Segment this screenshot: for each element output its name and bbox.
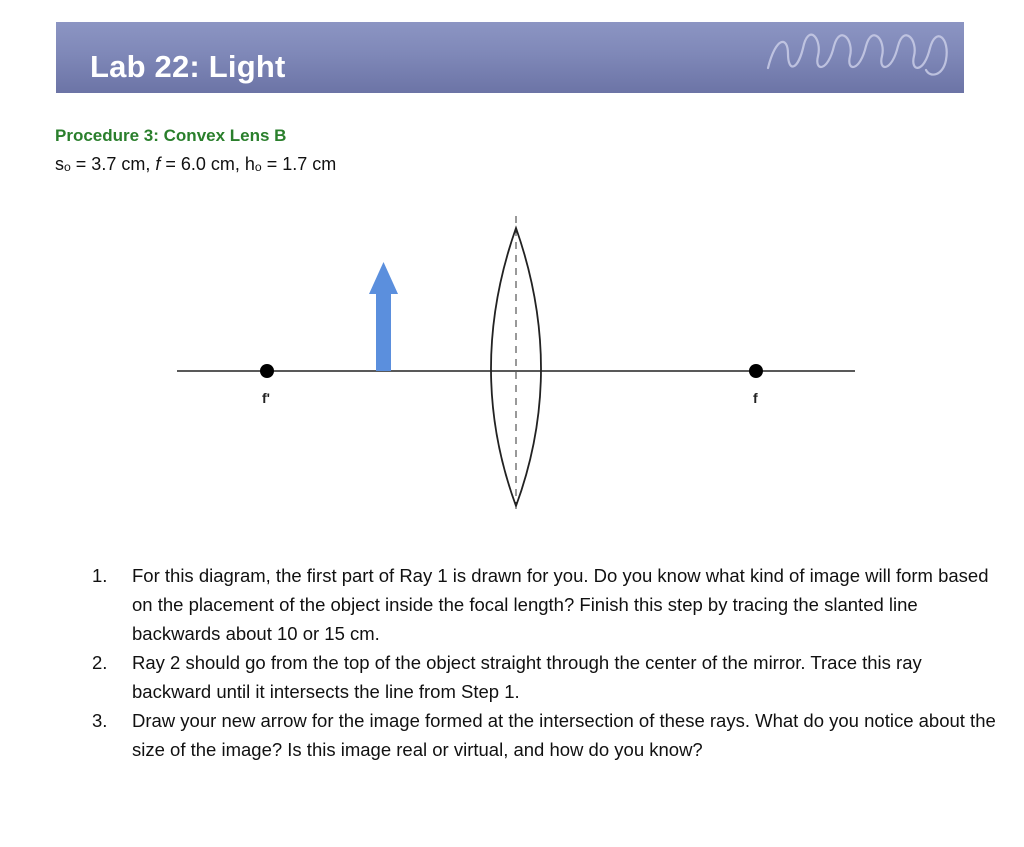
list-item [86, 706, 996, 764]
question-text: For this diagram, the first part of Ray 1 is drawn for you. Do you know what kind of image will form based on the placement of the object inside the focal length? Finish this step by tracing the slanted line backwards about 10 or 15 cm. [132, 565, 989, 644]
question-number: 2. [92, 652, 108, 673]
focal-label-left: f' [262, 390, 270, 406]
focal-point-right [749, 364, 763, 378]
question-number: 3. [92, 710, 108, 731]
object-distance: sₒ = 3.7 cm, [55, 154, 156, 174]
focal-length-value: = 6.0 cm, [160, 154, 245, 174]
object-arrow [369, 262, 398, 371]
procedure-title: Procedure 3: Convex Lens B [55, 126, 287, 145]
list-item [86, 648, 996, 706]
question-text: Draw your new arrow for the image formed at the intersection of these rays. What do you notice about the size of the image? Is this image real or virtual, and how do you know? [132, 710, 996, 760]
object-height: hₒ = 1.7 cm [244, 154, 337, 174]
focal-length-symbol: f [155, 154, 161, 174]
list-item [86, 561, 996, 648]
focal-point-left [260, 364, 274, 378]
page-title: Lab 22: Light [90, 49, 286, 84]
question-number: 1. [92, 565, 108, 586]
question-text: Ray 2 should go from the top of the object straight through the center of the mirror. Trace this ray backward until it intersects the line from Step 1. [132, 652, 922, 702]
question-list [86, 561, 996, 764]
focal-label-right: f [753, 390, 758, 406]
